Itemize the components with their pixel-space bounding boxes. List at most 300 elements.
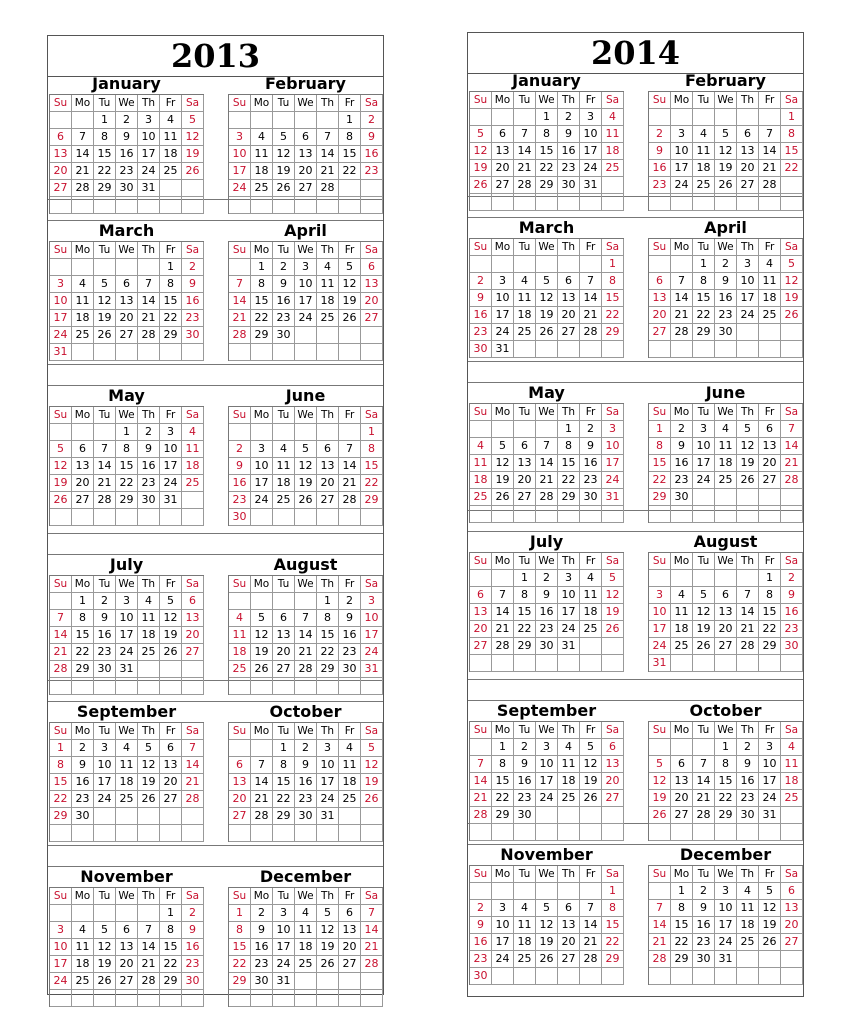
month-february: [228, 74, 383, 214]
weekday-header: Su: [229, 723, 251, 740]
day-cell: 22: [229, 956, 251, 973]
day-cell: 18: [715, 455, 737, 472]
day-cell: 16: [138, 458, 160, 475]
day-cell: 8: [514, 587, 536, 604]
day-cell: 29: [116, 492, 138, 509]
day-cell: 13: [649, 290, 671, 307]
day-cell: 14: [536, 455, 558, 472]
day-cell: 8: [160, 922, 182, 939]
day-cell: [715, 341, 737, 358]
day-cell: 11: [580, 587, 602, 604]
day-cell: 9: [649, 143, 671, 160]
day-cell: 24: [160, 475, 182, 492]
day-cell: [339, 990, 361, 1007]
day-cell: 26: [715, 177, 737, 194]
month-name: April: [704, 218, 747, 237]
weekday-header: Mo: [72, 576, 94, 593]
day-cell: 23: [649, 177, 671, 194]
day-cell: 8: [116, 441, 138, 458]
day-cell: [273, 509, 295, 526]
day-cell: 15: [339, 146, 361, 163]
day-cell: 22: [759, 621, 781, 638]
day-cell: 21: [580, 307, 602, 324]
day-cell: 18: [160, 146, 182, 163]
day-cell: 24: [317, 791, 339, 808]
day-cell: 5: [492, 438, 514, 455]
day-cell: 16: [558, 143, 580, 160]
month-october: [228, 702, 383, 842]
day-cell: 6: [295, 129, 317, 146]
day-cell: 12: [649, 773, 671, 790]
day-cell: [470, 506, 492, 523]
weekday-header: Fr: [580, 404, 602, 421]
day-cell: [737, 109, 759, 126]
day-cell: [273, 593, 295, 610]
day-cell: 13: [514, 455, 536, 472]
day-cell: 2: [72, 740, 94, 757]
day-cell: 24: [116, 644, 138, 661]
day-cell: 27: [602, 790, 624, 807]
month-name: June: [285, 386, 326, 405]
day-cell: 4: [759, 256, 781, 273]
weekday-header: Tu: [514, 866, 536, 883]
day-cell: [580, 655, 602, 672]
day-cell: 14: [693, 773, 715, 790]
day-cell: [558, 655, 580, 672]
weekday-header: Fr: [759, 866, 781, 883]
month-name: July: [529, 532, 564, 551]
day-cell: 19: [737, 455, 759, 472]
day-cell: 24: [229, 180, 251, 197]
day-cell: [361, 825, 383, 842]
month-name: December: [259, 867, 352, 886]
day-cell: 26: [94, 327, 116, 344]
month-grid: [49, 241, 204, 361]
day-cell: 14: [50, 627, 72, 644]
day-cell: [295, 344, 317, 361]
day-cell: [737, 489, 759, 506]
day-cell: 13: [116, 293, 138, 310]
weekday-header: Tu: [273, 242, 295, 259]
day-cell: [737, 968, 759, 985]
month-name: December: [679, 845, 772, 864]
day-cell: 16: [251, 939, 273, 956]
day-cell: 4: [781, 739, 803, 756]
day-cell: [781, 807, 803, 824]
day-cell: 25: [470, 489, 492, 506]
day-cell: [759, 655, 781, 672]
day-cell: [580, 256, 602, 273]
day-cell: [229, 990, 251, 1007]
day-cell: [251, 990, 273, 1007]
day-cell: 20: [116, 956, 138, 973]
weekday-header: Fr: [759, 722, 781, 739]
day-cell: 2: [671, 421, 693, 438]
day-cell: 15: [251, 293, 273, 310]
day-cell: 10: [602, 438, 624, 455]
day-cell: 25: [558, 790, 580, 807]
day-cell: [781, 341, 803, 358]
month-grid: [228, 406, 383, 526]
day-cell: [138, 259, 160, 276]
day-cell: 20: [295, 163, 317, 180]
day-cell: 8: [558, 438, 580, 455]
day-cell: 24: [361, 644, 383, 661]
weekday-header: Th: [558, 239, 580, 256]
day-cell: 22: [492, 790, 514, 807]
day-cell: [317, 825, 339, 842]
weekday-header: Th: [317, 242, 339, 259]
day-cell: 6: [116, 922, 138, 939]
weekday-header: Su: [50, 723, 72, 740]
day-cell: 31: [715, 951, 737, 968]
day-cell: [671, 109, 693, 126]
day-cell: 25: [671, 638, 693, 655]
day-cell: 19: [182, 146, 204, 163]
month-january: [49, 74, 204, 214]
day-cell: 29: [649, 489, 671, 506]
day-cell: 27: [317, 492, 339, 509]
day-cell: 18: [116, 774, 138, 791]
month-name: February: [685, 71, 766, 90]
day-cell: 25: [514, 324, 536, 341]
weekday-header: Su: [229, 407, 251, 424]
day-cell: [693, 968, 715, 985]
day-cell: 7: [229, 276, 251, 293]
day-cell: [671, 968, 693, 985]
day-cell: [492, 883, 514, 900]
day-cell: [317, 509, 339, 526]
day-cell: [492, 570, 514, 587]
day-cell: 20: [649, 307, 671, 324]
day-cell: [649, 570, 671, 587]
day-cell: [536, 824, 558, 841]
day-cell: 6: [50, 129, 72, 146]
month-march: [469, 218, 624, 358]
day-cell: [671, 655, 693, 672]
month-name: March: [518, 218, 575, 237]
day-cell: 18: [602, 143, 624, 160]
day-cell: 22: [72, 644, 94, 661]
day-cell: 2: [715, 256, 737, 273]
day-cell: 19: [94, 956, 116, 973]
day-cell: 9: [116, 129, 138, 146]
day-cell: 30: [671, 489, 693, 506]
day-cell: 26: [470, 177, 492, 194]
weekday-header: Mo: [492, 404, 514, 421]
day-cell: 3: [160, 424, 182, 441]
day-cell: [715, 194, 737, 211]
day-cell: [649, 739, 671, 756]
day-cell: 10: [715, 900, 737, 917]
month-may: [49, 386, 204, 526]
day-cell: 27: [759, 472, 781, 489]
day-cell: 2: [580, 421, 602, 438]
weekday-header: Mo: [72, 723, 94, 740]
day-cell: 23: [295, 791, 317, 808]
day-cell: [339, 808, 361, 825]
day-cell: [715, 968, 737, 985]
day-cell: [693, 506, 715, 523]
day-cell: [536, 655, 558, 672]
day-cell: 3: [536, 739, 558, 756]
day-cell: 20: [514, 472, 536, 489]
weekday-header: Tu: [273, 576, 295, 593]
day-cell: 14: [361, 922, 383, 939]
day-cell: 24: [580, 160, 602, 177]
day-cell: 8: [273, 757, 295, 774]
day-cell: [229, 740, 251, 757]
day-cell: 16: [182, 293, 204, 310]
day-cell: 10: [649, 604, 671, 621]
day-cell: [50, 990, 72, 1007]
day-cell: 17: [50, 310, 72, 327]
day-cell: 10: [693, 438, 715, 455]
day-cell: [94, 990, 116, 1007]
month-july: [469, 532, 624, 672]
day-cell: 1: [602, 883, 624, 900]
day-cell: 23: [514, 790, 536, 807]
day-cell: 20: [470, 621, 492, 638]
day-cell: 4: [160, 112, 182, 129]
day-cell: 26: [317, 956, 339, 973]
day-cell: [138, 808, 160, 825]
day-cell: 27: [160, 791, 182, 808]
day-cell: 27: [72, 492, 94, 509]
day-cell: 18: [317, 293, 339, 310]
day-cell: 29: [229, 973, 251, 990]
month-name: March: [98, 221, 155, 240]
weekday-header: Fr: [580, 553, 602, 570]
month-march: [49, 221, 204, 361]
weekday-header: Th: [138, 723, 160, 740]
day-cell: 19: [580, 773, 602, 790]
day-cell: 17: [693, 455, 715, 472]
day-cell: [251, 344, 273, 361]
day-cell: 16: [514, 773, 536, 790]
day-cell: 30: [580, 489, 602, 506]
day-cell: 2: [781, 570, 803, 587]
day-cell: 22: [558, 472, 580, 489]
weekday-header: Mo: [671, 404, 693, 421]
weekday-header: Tu: [94, 576, 116, 593]
weekday-header: Th: [558, 866, 580, 883]
weekday-header: Fr: [759, 92, 781, 109]
weekday-header: Fr: [160, 407, 182, 424]
day-cell: 1: [94, 112, 116, 129]
day-cell: 9: [138, 441, 160, 458]
day-cell: [492, 421, 514, 438]
day-cell: 4: [229, 610, 251, 627]
weekday-header: Mo: [72, 407, 94, 424]
day-cell: [781, 194, 803, 211]
day-cell: 10: [138, 129, 160, 146]
day-cell: 25: [339, 791, 361, 808]
day-cell: 7: [737, 587, 759, 604]
day-cell: 28: [759, 177, 781, 194]
weekday-header: We: [715, 866, 737, 883]
day-cell: 5: [317, 905, 339, 922]
day-cell: 15: [514, 604, 536, 621]
day-cell: 19: [781, 290, 803, 307]
weekday-header: Su: [649, 866, 671, 883]
day-cell: 21: [470, 790, 492, 807]
weekday-header: Mo: [251, 407, 273, 424]
day-cell: [116, 509, 138, 526]
month-grid: [469, 865, 624, 985]
day-cell: [558, 968, 580, 985]
day-cell: 22: [649, 472, 671, 489]
weekday-header: Sa: [602, 239, 624, 256]
day-cell: 19: [295, 475, 317, 492]
day-cell: 7: [251, 757, 273, 774]
day-cell: 18: [514, 934, 536, 951]
day-cell: 26: [759, 934, 781, 951]
day-cell: 25: [72, 327, 94, 344]
weekday-header: Th: [558, 722, 580, 739]
day-cell: 11: [273, 458, 295, 475]
day-cell: [649, 824, 671, 841]
weekday-header: Sa: [602, 92, 624, 109]
weekday-header: Th: [558, 404, 580, 421]
day-cell: [361, 344, 383, 361]
day-cell: 6: [116, 276, 138, 293]
day-cell: 24: [295, 310, 317, 327]
weekday-header: Th: [737, 553, 759, 570]
day-cell: [649, 968, 671, 985]
day-cell: 30: [693, 951, 715, 968]
day-cell: [138, 825, 160, 842]
month-grid: [228, 722, 383, 842]
day-cell: 29: [492, 807, 514, 824]
day-cell: 29: [72, 661, 94, 678]
day-cell: 6: [470, 587, 492, 604]
day-cell: [649, 194, 671, 211]
day-cell: [759, 824, 781, 841]
day-cell: [693, 341, 715, 358]
day-cell: 29: [50, 808, 72, 825]
day-cell: 26: [94, 973, 116, 990]
day-cell: 1: [693, 256, 715, 273]
day-cell: [138, 197, 160, 214]
day-cell: 6: [558, 900, 580, 917]
day-cell: 10: [536, 756, 558, 773]
day-cell: 6: [492, 126, 514, 143]
day-cell: [116, 344, 138, 361]
weekday-header: Tu: [514, 404, 536, 421]
day-cell: 22: [116, 475, 138, 492]
day-cell: 29: [361, 492, 383, 509]
day-cell: 20: [160, 774, 182, 791]
day-cell: 5: [693, 587, 715, 604]
day-cell: 2: [182, 259, 204, 276]
day-cell: [492, 109, 514, 126]
day-cell: [295, 424, 317, 441]
day-cell: 12: [273, 146, 295, 163]
month-name: November: [80, 867, 173, 886]
row-separator: [468, 679, 803, 701]
day-cell: 6: [339, 905, 361, 922]
day-cell: [514, 506, 536, 523]
day-cell: 2: [558, 109, 580, 126]
day-cell: 15: [72, 627, 94, 644]
day-cell: 21: [693, 790, 715, 807]
day-cell: 25: [72, 973, 94, 990]
month-april: [648, 218, 803, 358]
day-cell: 16: [649, 160, 671, 177]
day-cell: [781, 951, 803, 968]
weekday-header: Sa: [361, 576, 383, 593]
day-cell: 28: [72, 180, 94, 197]
day-cell: [671, 194, 693, 211]
day-cell: [94, 808, 116, 825]
day-cell: 13: [470, 604, 492, 621]
day-cell: [580, 807, 602, 824]
day-cell: 9: [715, 273, 737, 290]
day-cell: 14: [72, 146, 94, 163]
weekday-header: Su: [470, 553, 492, 570]
day-cell: 20: [492, 160, 514, 177]
day-cell: 4: [273, 441, 295, 458]
day-cell: 11: [737, 900, 759, 917]
day-cell: 24: [715, 934, 737, 951]
day-cell: [759, 324, 781, 341]
day-cell: 5: [182, 112, 204, 129]
day-cell: [339, 424, 361, 441]
day-cell: [229, 825, 251, 842]
day-cell: 1: [649, 421, 671, 438]
calendar-2013: [47, 35, 384, 995]
day-cell: [737, 506, 759, 523]
day-cell: [160, 509, 182, 526]
day-cell: 21: [72, 163, 94, 180]
day-cell: [759, 341, 781, 358]
day-cell: [339, 344, 361, 361]
day-cell: 17: [229, 163, 251, 180]
day-cell: 28: [339, 492, 361, 509]
day-cell: 4: [72, 276, 94, 293]
day-cell: 29: [514, 638, 536, 655]
day-cell: 20: [671, 790, 693, 807]
day-cell: 9: [339, 610, 361, 627]
day-cell: 1: [558, 421, 580, 438]
day-cell: [138, 661, 160, 678]
day-cell: 7: [339, 441, 361, 458]
day-cell: [536, 968, 558, 985]
day-cell: 23: [182, 310, 204, 327]
day-cell: [50, 905, 72, 922]
month-name: July: [109, 555, 144, 574]
day-cell: [558, 807, 580, 824]
day-cell: 9: [558, 126, 580, 143]
day-cell: [339, 197, 361, 214]
day-cell: 27: [273, 661, 295, 678]
weekday-header: Sa: [361, 723, 383, 740]
day-cell: 24: [94, 791, 116, 808]
weekday-header: Tu: [693, 722, 715, 739]
day-cell: 31: [273, 973, 295, 990]
day-cell: 29: [558, 489, 580, 506]
day-cell: 28: [295, 661, 317, 678]
day-cell: [602, 341, 624, 358]
day-cell: 26: [492, 489, 514, 506]
day-cell: 26: [295, 492, 317, 509]
day-cell: 28: [671, 324, 693, 341]
weekday-header: We: [536, 404, 558, 421]
day-cell: 24: [759, 790, 781, 807]
day-cell: 17: [50, 956, 72, 973]
row-separator: [468, 361, 803, 383]
